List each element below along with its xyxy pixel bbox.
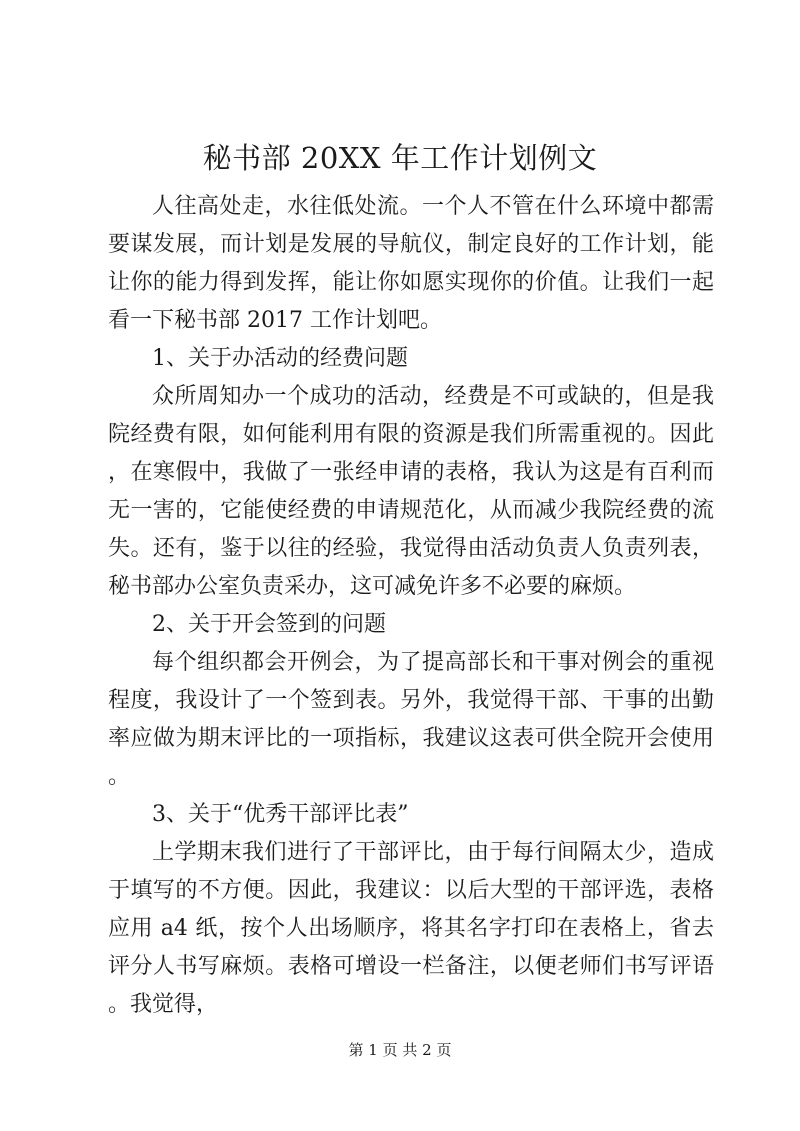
section-paragraph-1: 众所周知办一个成功的活动，经费是不可或缺的，但是我院经费有限，如何能利用有限的资源是我们所需重视的。因此，在寒假中，我做了一张经申请的表格，我认为这是有百利而无一害的，它能使经费的申请规范化，从而减少我院经费的流失。还有，鉴于以往的经验，我觉得由活动负责人负责列表，秘书部办公室负责采办，这可减免许多不必要的麻烦。 bbox=[108, 384, 714, 599]
intro-paragraph: 人往高处走，水往低处流。一个人不管在什么环境中都需要谋发展，而计划是发展的导航仪，制定良好的工作计划，能让你的能力得到发挥，能让你如愿实现你的价值。让我们一起看一下秘书部 2017 工作计划吧。 bbox=[108, 194, 714, 333]
document-body bbox=[108, 188, 714, 1024]
section-heading-3: 3、关于“优秀干部评比表” bbox=[152, 802, 409, 827]
section-heading-1: 1、关于办活动的经费问题 bbox=[152, 346, 408, 371]
section-heading-2: 2、关于开会签到的问题 bbox=[152, 612, 386, 637]
page-footer: 第 1 页 共 2 页 bbox=[348, 1041, 452, 1059]
section-paragraph-2: 每个组织都会开例会，为了提高部长和干事对例会的重视程度，我设计了一个签到表。另外，我觉得干部、干事的出勤率应做为期末评比的一项指标，我建议这表可供全院开会使用。 bbox=[108, 650, 714, 789]
section-paragraph-3: 上学期末我们进行了干部评比，由于每行间隔太少，造成于填写的不方便。因此，我建议：以后大型的干部评选，表格应用 a4 纸，按个人出场顺序，将其名字打印在表格上，省去评分人书写麻烦。表格可增设一栏备注，以便老师们书写评语。我觉得， bbox=[108, 840, 714, 1017]
page-title: 秘书部 20XX 年工作计划例文 bbox=[202, 141, 598, 175]
